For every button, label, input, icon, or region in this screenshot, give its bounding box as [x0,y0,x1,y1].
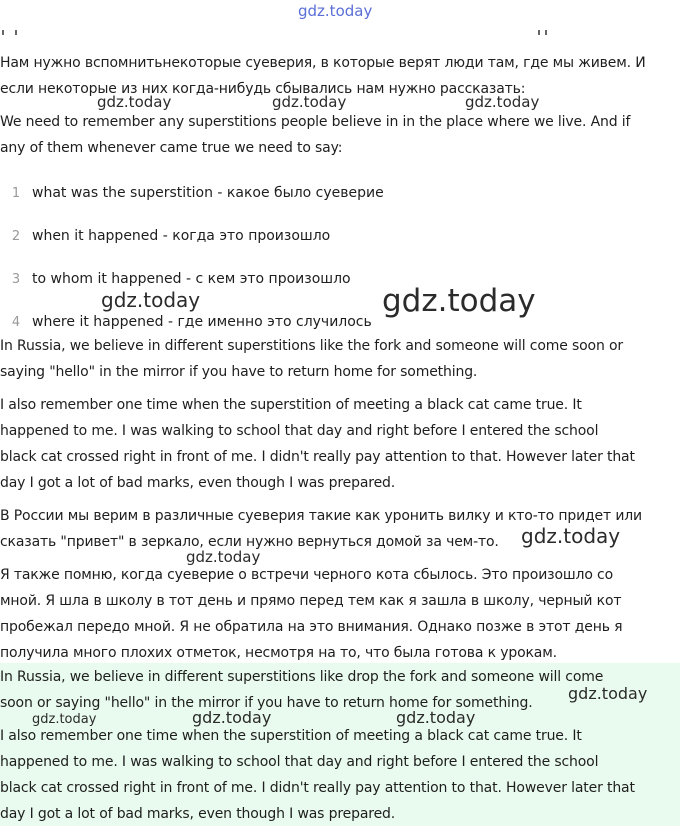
list-item [0,183,384,204]
watermark: gdz.today [396,708,476,727]
paragraph-line: I also remember one time when the superstition of meeting a black cat came true. It [0,728,582,744]
intro-en-line: We need to remember any superstitions people believe in in the place where we live. And if [0,114,631,130]
watermark-top: gdz.today [298,2,373,20]
paragraph-line: In Russia, we believe in different superstitions like drop the fork and someone will come [0,669,604,685]
top-clipped-marks [0,30,680,38]
paragraph-line: saying "hello" in the mirror if you have to return home for something. [0,364,478,380]
paragraph-line: получила много плохих отметок, несмотря на то, что была готова к урокам. [0,645,557,661]
watermark-large: gdz.today [382,283,536,319]
paragraph-line: I also remember one time when the superstition of meeting a black cat came true. It [0,397,582,413]
intro-en-line: any of them whenever came true we need to say: [0,140,343,156]
watermark: gdz.today [101,288,201,312]
paragraph-line: black cat crossed right in front of me. I didn't really pay attention to that. However later that [0,449,635,465]
watermark: gdz.today [32,712,97,727]
list-text: what was the superstition - какое было суеверие [32,185,384,201]
list-item [0,312,372,333]
list-number: 2 [11,229,21,244]
paragraph-line: В России мы верим в различные суеверия такие как уронить вилку и кто-то придет или [0,508,643,524]
list-number: 1 [11,186,21,201]
intro-ru-line: Нам нужно вспомнитьнекоторые суеверия, в которые верят люди там, где мы живем. И [0,55,646,71]
paragraph-line: soon or saying "hello" in the mirror if you have to return home for something. [0,695,533,711]
paragraph-line: мной. Я шла в школу в тот день и прямо перед тем как я зашла в школу, черный кот [0,593,622,609]
watermark: gdz.today [97,93,172,111]
paragraph-line: day I got a lot of bad marks, even though I was prepared. [0,806,396,822]
intro-russian [0,50,680,102]
paragraph-line: Я также помню, когда суеверие о встречи черного кота сбылось. Это произошло со [0,567,614,583]
list-item [0,269,351,290]
intro-ru-line: если некоторые из них когда-нибудь сбывались нам нужно рассказать: [0,81,526,97]
watermark: gdz.today [272,93,347,111]
highlight-english-paragraph-2 [0,723,680,827]
answer-english-paragraph-1 [0,333,680,385]
answer-russian-paragraph-1 [0,503,680,555]
paragraph-line: сказать "привет" в зеркало, если нужно вернуться домой за чем-то. [0,534,499,550]
answer-russian-paragraph-2 [0,562,680,666]
paragraph-line: пробежал передо мной. Я не обратила на это внимания. Однако позже в этот день я [0,619,623,635]
intro-english [0,109,680,161]
list-item [0,226,330,247]
watermark: gdz.today [465,93,540,111]
watermark: gdz.today [186,548,261,566]
watermark: gdz.today [568,684,648,703]
paragraph-line: In Russia, we believe in different superstitions like the fork and someone will come soon or [0,338,624,354]
paragraph-line: happened to me. I was walking to school that day and right before I entered the school [0,754,599,770]
list-text: to whom it happened - с кем это произошло [32,271,351,287]
paragraph-line: happened to me. I was walking to school that day and right before I entered the school [0,423,599,439]
list-number: 3 [11,272,21,287]
highlight-english-paragraph-1 [0,664,680,716]
watermark: gdz.today [521,524,621,548]
list-text: when it happened - когда это произошло [32,228,331,244]
answer-english-paragraph-2 [0,392,680,496]
paragraph-line: day I got a lot of bad marks, even though I was prepared. [0,475,396,491]
list-text: where it happened - где именно это случилось [32,314,372,330]
watermark: gdz.today [192,708,272,727]
list-number: 4 [11,315,21,330]
paragraph-line: black cat crossed right in front of me. I didn't really pay attention to that. However later that [0,780,635,796]
